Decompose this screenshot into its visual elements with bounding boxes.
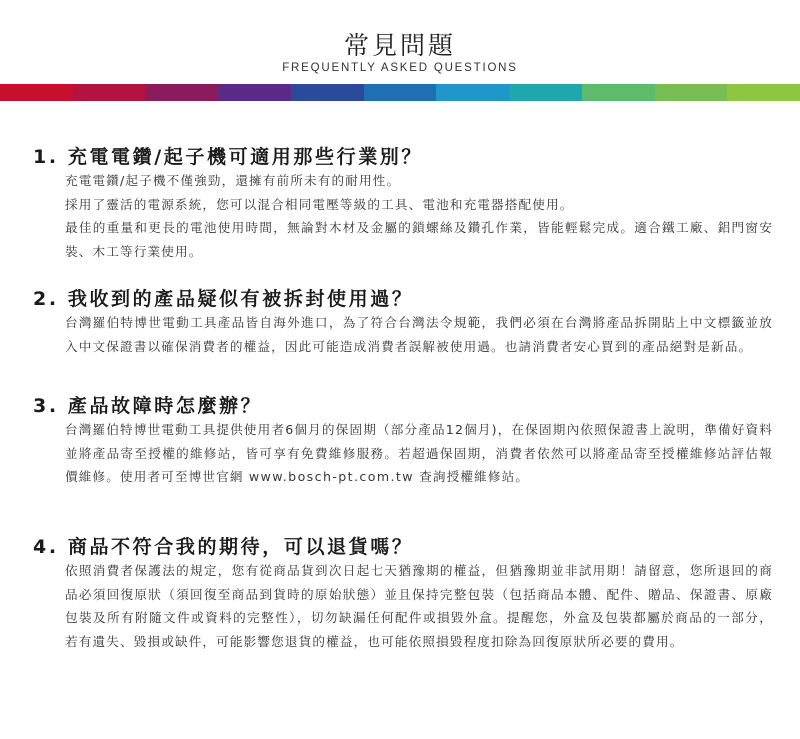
page-title: 常見問題 — [343, 31, 456, 60]
faq-answer-1-line-2: 採用了靈活的電源系統，您可以混合相同電壓等級的工具、電池和充電器搭配使用。 — [65, 196, 574, 212]
faq-answer-1-line-1: 充電電鑽/起子機不僅強勁，還擁有前所未有的耐用性。 — [65, 173, 401, 188]
color-band-segment — [364, 84, 437, 101]
color-band-segment — [218, 84, 291, 101]
color-band-segment — [145, 84, 218, 101]
color-band-segment — [727, 84, 800, 101]
faq-answer-1 — [65, 169, 773, 263]
faq-question-1: 1. 充電電鑽/起子機可適用那些行業別？ — [33, 146, 423, 168]
faq-question-3: 3. 產品故障時怎麼辦？ — [33, 395, 263, 417]
faq-question-2: 2. 我收到的產品疑似有被拆封使用過？ — [33, 288, 414, 310]
faq-answer-3-text-b: 查詢授權維修站。 — [413, 469, 530, 484]
faq-answer-2-text: 台灣羅伯特博世電動工具產品皆自海外進口，為了符合台灣法令規範，我們必須在台灣將產品拆開貼上中文標籤並放入中文保證書以確保消費者的權益，因此可能造成消費者誤解被使用過。也請消費者安心買到的產品絕對是新品。 — [65, 315, 773, 354]
color-band-segment — [73, 84, 146, 101]
faq-answer-3-text — [65, 418, 773, 489]
faq-answer-4 — [65, 559, 773, 653]
color-band-segment — [509, 84, 582, 101]
color-band-segment — [582, 84, 655, 101]
color-band-segment — [655, 84, 728, 101]
faq-answer-1-line-3: 最佳的重量和更長的電池使用時間，無論對木材及金屬的鎖螺絲及鑽孔作業，皆能輕鬆完成。適合鐵工廠、鋁門窗安裝、木工等行業使用。 — [65, 220, 773, 259]
bosch-website-link[interactable]: www.bosch-pt.com.tw — [248, 469, 414, 484]
faq-answer-3 — [65, 418, 773, 489]
decorative-color-band — [0, 84, 800, 101]
color-band-segment — [436, 84, 509, 101]
faq-question-4: 4. 商品不符合我的期待，可以退貨嗎？ — [33, 536, 414, 558]
color-band-segment — [291, 84, 364, 101]
faq-answer-3-text-a: 台灣羅伯特博世電動工具提供使用者6個月的保固期（部分產品12個月)，在保固期內依照保證書上說明，準備好資料並將產品寄至授權的維修站，皆可享有免費維修服務。若超過保固期，消費者依然可以將產品寄至授權維修站評估報價維修。使用者可至博世官網 — [65, 422, 773, 484]
faq-answer-2 — [65, 311, 773, 358]
faq-answer-4-text: 依照消費者保護法的規定，您有從商品貨到次日起七天猶豫期的權益，但猶豫期並非試用期！請留意，您所退回的商品必須回復原狀（須回復至商品到貨時的原始狀態）並且保持完整包裝（包括商品本體、配件、贈品、保證書、原廠包裝及所有附隨文件或資料的完整性），切勿缺漏任何配件或損毀外盒。提醒您，外盒及包裝都屬於商品的一部分，若有遺失、毀損或缺件，可能影響您退貨的權益，也可能依照損毀程度扣除為回復原狀所必要的費用。 — [65, 563, 773, 649]
page-subtitle: FREQUENTLY ASKED QUESTIONS — [282, 62, 518, 74]
color-band-segment — [0, 84, 73, 101]
